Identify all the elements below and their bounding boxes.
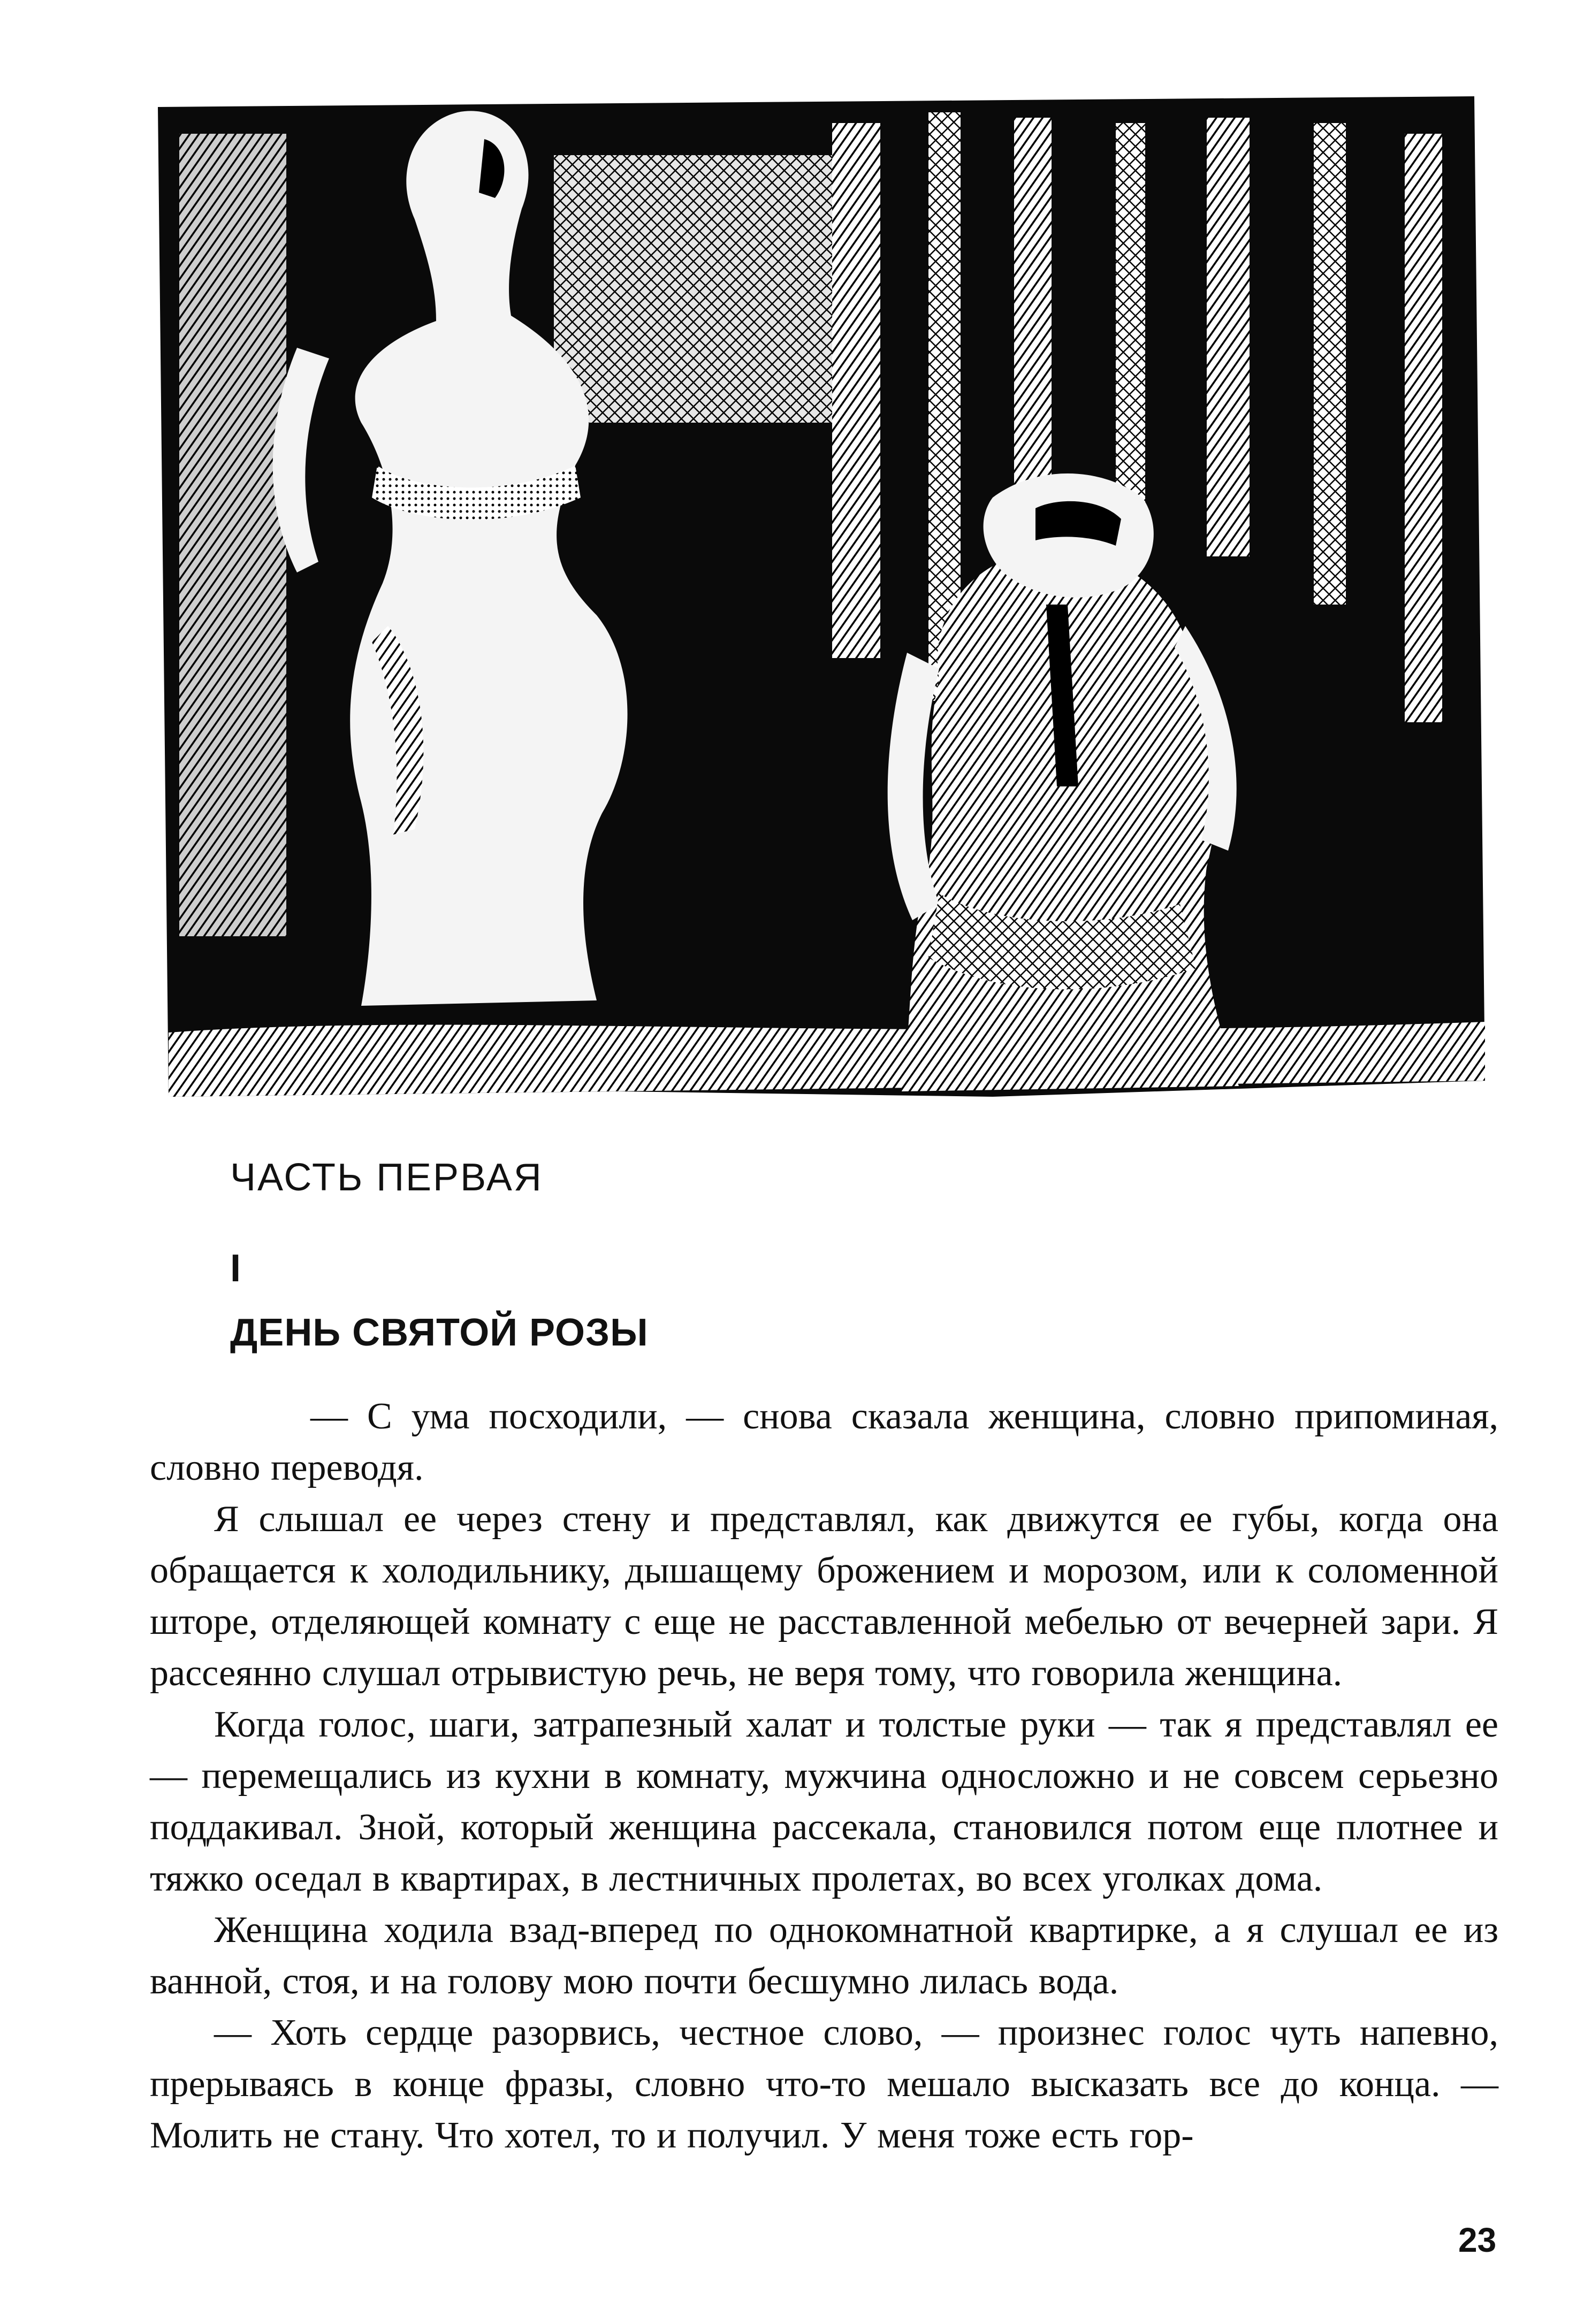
paragraph: — С ума посходили, — снова сказала женщина, словно припоминая, словно переводя. [150, 1396, 1498, 1488]
paragraph: Когда голос, шаги, затрапезный халат и толстые руки — так я представлял ее — перемещались из кухни в комнату, мужчина односложно и не совсем серьезно поддакивал. Зной, который женщина рассекала, становился потом еще плотнее и тяжко оседал в квартирах, в лестничных пролетах, во всех уголках дома. [150, 1704, 1498, 1899]
part-title: ЧАСТЬ ПЕРВАЯ [230, 1156, 543, 1199]
paragraph: Я слышал ее через стену и представлял, как движутся ее губы, когда она обращается к холодильнику, дышащему брожением и морозом, или к соломенной шторе, отделяющей комнату с еще не расставленной мебелью от вечерней зари. Я рассеянно слушал отрывистую речь, не веря тому, что говорила женщина. [150, 1499, 1498, 1694]
page-number: 23 [1458, 2221, 1497, 2259]
paragraph: Женщина ходила взад-вперед по однокомнатной квартирке, а я слушал ее из ванной, стоя, и на голову мою почти бесшумно лилась вода. [150, 1909, 1498, 2002]
illustration-image-icon [136, 91, 1498, 1107]
woodcut-illustration [136, 91, 1498, 1107]
chapter-title: ДЕНЬ СВЯТОЙ РОЗЫ [230, 1311, 649, 1354]
body-text [150, 1391, 1498, 2161]
chapter-number: I [230, 1247, 241, 1290]
paragraph: — Хоть сердце разорвись, честное слово, — произнес голос чуть напевно, прерываясь в конце фразы, словно что-то мешало высказать все до конца. — Молить не стану. Что хотел, то и получил. У меня тоже есть гор- [150, 2012, 1498, 2156]
